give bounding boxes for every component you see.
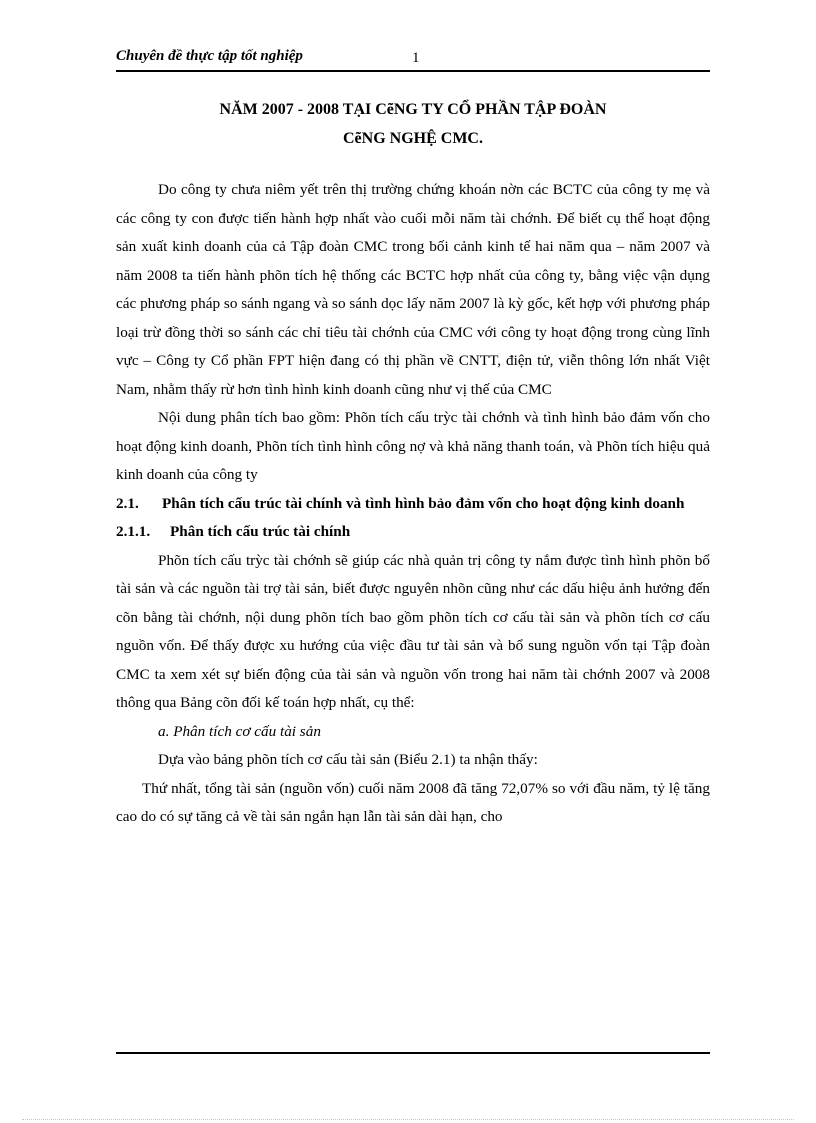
page-number: 1 xyxy=(412,50,420,66)
footer-divider xyxy=(116,1052,710,1054)
heading-2-1-1-text: Phân tích cấu trúc tài chính xyxy=(170,523,351,540)
section-title-line-1: NĂM 2007 - 2008 TẠI CẽNG TY CỔ PHẦN TẬP ĐOÀN xyxy=(219,101,607,118)
document-body xyxy=(116,176,710,832)
heading-2-1-number: 2.1. xyxy=(116,494,139,512)
section-title-line-2: CẽNG NGHỆ CMC. xyxy=(343,130,483,147)
header-divider xyxy=(116,70,710,72)
subheading-a: a. Phân tích cơ cấu tài sản xyxy=(158,722,321,740)
heading-2-1-1-number: 2.1.1. xyxy=(116,523,151,540)
heading-2-1-1 xyxy=(116,518,710,547)
header-title: Chuyên đề thực tập tốt nghiệp xyxy=(116,48,303,64)
heading-2-1-text: Phân tích cấu trúc tài chính và tình hình bảo đảm vốn cho hoạt động kinh doanh xyxy=(162,494,685,512)
page-bottom-border xyxy=(22,1119,794,1120)
paragraph-table-reference: Dựa vào bảng phõn tích cơ cấu tài sản (Biểu 2.1) ta nhận thấy: xyxy=(158,751,538,768)
paragraph-content-scope: Nội dung phân tích bao gồm: Phõn tích cấu trỳc tài chớnh và tình hình bảo đảm vốn cho hoạt động kinh doanh, Phõn tích tình hình công nợ và khả năng thanh toán, và Phõn tích hiệu quả kinh doanh của công ty xyxy=(116,409,710,483)
heading-2-1 xyxy=(116,490,710,519)
paragraph-first-observation: Thứ nhất, tổng tài sản (nguồn vốn) cuối năm 2008 đã tăng 72,07% so với đầu năm, tỷ lệ tăng cao do có sự tăng cả về tài sản ngắn hạn lẫn tài sản dài hạn, cho xyxy=(116,779,710,825)
paragraph-intro: Do công ty chưa niêm yết trên thị trường chứng khoán nờn các BCTC của công ty mẹ và các công ty con được tiến hành hợp nhất vào cuối mỗi năm tài chớnh. Để biết cụ thể hoạt động sản xuất kinh doanh của cả Tập đoàn CMC trong bối cảnh kinh tế hai năm qua – năm 2007 và năm 2008 ta tiến hành phõn tích hệ thống các BCTC hợp nhất của công ty, bằng việc vận dụng các phương pháp so sánh ngang và so sánh dọc lấy năm 2007 là kỳ gốc, kết hợp với phương pháp loại trừ đồng thời so sánh các chỉ tiêu tài chớnh của CMC với công ty hoạt động trong cùng lĩnh vực – Công ty Cổ phần FPT hiện đang có thị phần về CNTT, điện tử, viễn thông lớn nhất Việt Nam, nhằm thấy rừ hơn tình hình kinh doanh cũng như vị thế của CMC xyxy=(116,181,710,398)
page-header xyxy=(116,46,710,70)
paragraph-structure-analysis: Phõn tích cấu trỳc tài chớnh sẽ giúp các nhà quản trị công ty nắm được tình hình phõn bổ tài sản và các nguồn tài trợ tài sản, biết được nguyên nhõn cũng như các dấu hiệu ảnh hưởng đến cõn bằng tài chớnh, nội dung phõn tích bao gồm phõn tích cơ cấu tài sản và phõn tích cơ cấu nguồn vốn. Để thấy được xu hướng của việc đầu tư tài sản và bổ sung nguồn vốn tại Tập đoàn CMC ta xem xét sự biến động của tài sản và nguồn vốn trong hai năm tài chớnh 2007 và 2008 thông qua Bảng cõn đối kế toán hợp nhất, cụ thể: xyxy=(116,551,710,711)
